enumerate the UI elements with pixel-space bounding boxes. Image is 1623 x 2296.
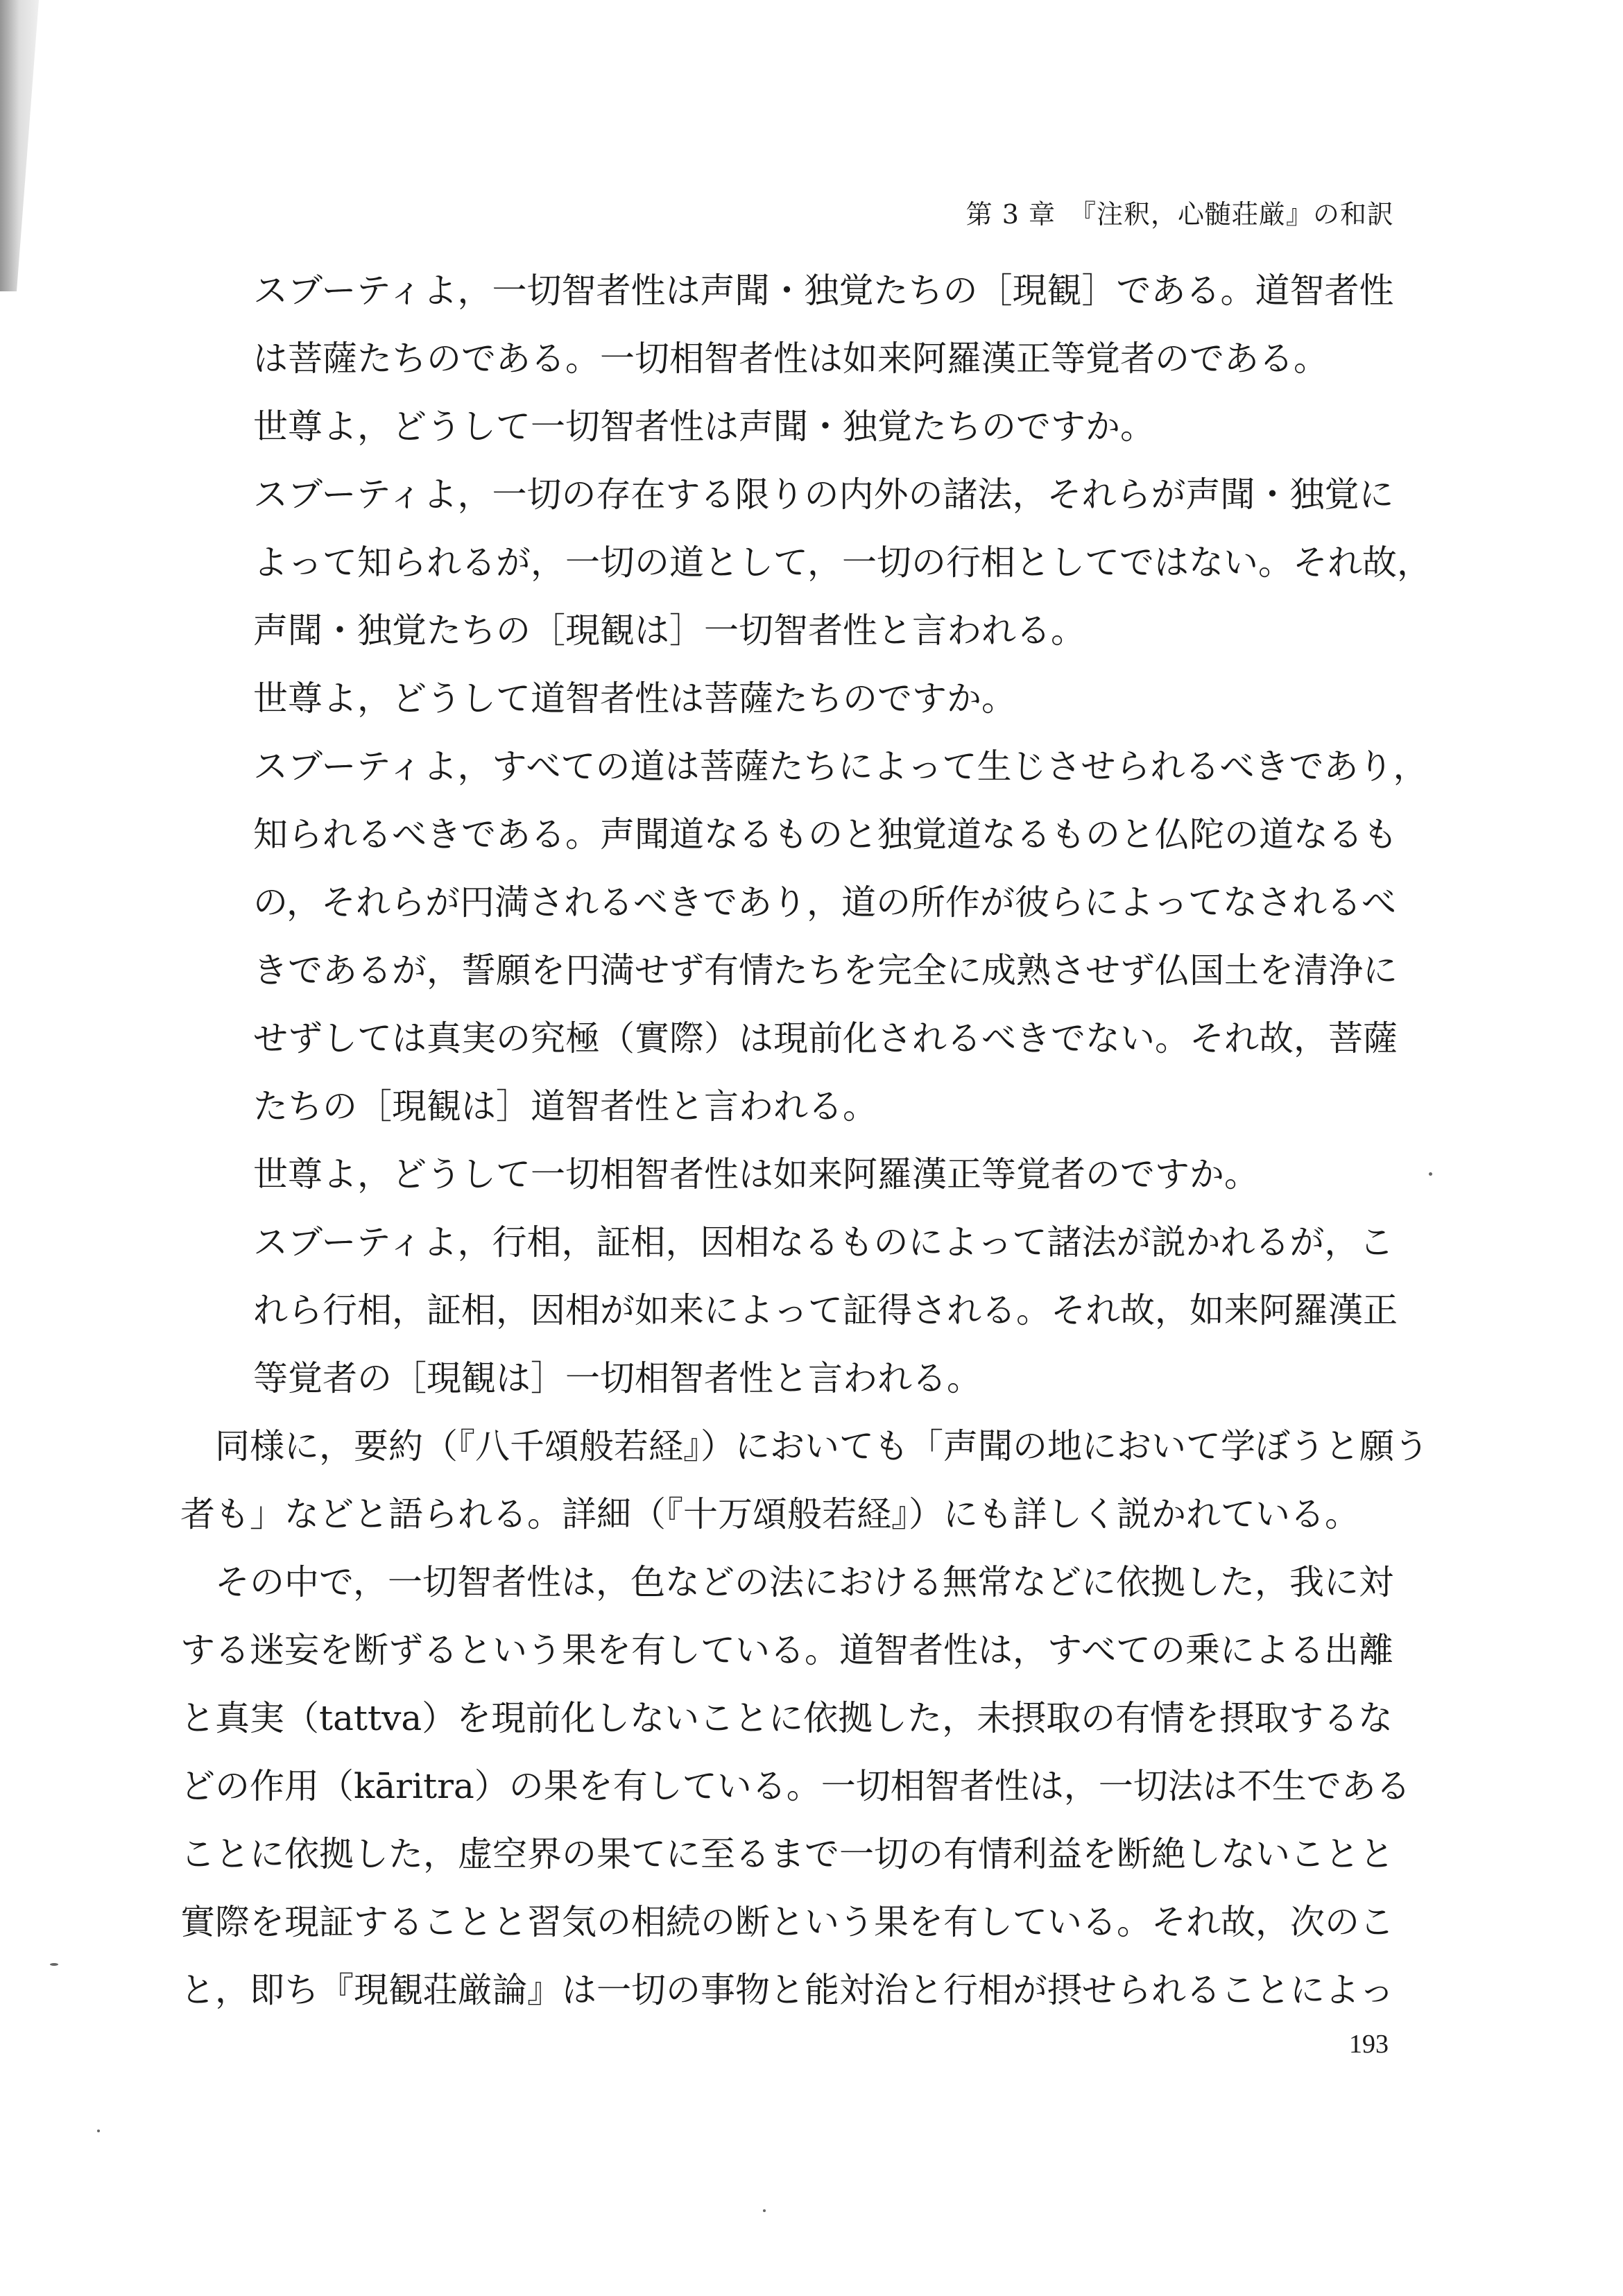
scan-edge-shadow bbox=[0, 0, 55, 291]
text-line: 等覚者の［現観は］一切相智者性と言われる。 bbox=[253, 1358, 981, 1398]
text-line: せずしては真実の究極（實際）は現前化されるべきでない。それ故，菩薩 bbox=[253, 1018, 1398, 1059]
body-text bbox=[180, 257, 1432, 2024]
text-line: 知られるべきである。声聞道なるものと独覚道なるものと仏陀の道なるも bbox=[253, 814, 1398, 855]
text-line: は菩薩たちのである。一切相智者性は如来阿羅漢正等覚者のである。 bbox=[253, 339, 1328, 379]
text-line: れら行相，証相，因相が如来によって証得される。それ故，如来阿羅漢正 bbox=[253, 1290, 1398, 1330]
text-line: と，即ち『現観荘厳論』は一切の事物と能対治と行相が摂せられることによっ bbox=[180, 1970, 1394, 2010]
scan-speck bbox=[763, 2209, 766, 2212]
text-line: よって知られるが，一切の道として，一切の行相としてではない。それ故， bbox=[253, 542, 1432, 583]
scan-speck bbox=[1429, 1172, 1432, 1176]
text-line: ことに依拠した，虚空界の果てに至るまで一切の有情利益を断絶しないことと bbox=[180, 1834, 1394, 1874]
text-line: どの作用（kāritra）の果を有している。一切相智者性は，一切法は不生である bbox=[180, 1766, 1411, 1806]
text-line: 世尊よ，どうして道智者性は菩薩たちのですか。 bbox=[253, 678, 1016, 719]
text-line: スブーティよ，一切の存在する限りの内外の諸法，それらが声聞・独覚に bbox=[253, 474, 1394, 515]
text-line: 者も」などと語られる。詳細（『十万頌般若経』）にも詳しく説かれている。 bbox=[180, 1494, 1359, 1534]
scan-speck bbox=[97, 2130, 100, 2132]
text-line: スブーティよ，行相，証相，因相なるものによって諸法が説かれるが，こ bbox=[253, 1222, 1394, 1262]
text-line: 声聞・独覚たちの［現観は］一切智者性と言われる。 bbox=[253, 610, 1085, 651]
text-line: たちの［現観は］道智者性と言われる。 bbox=[253, 1086, 877, 1126]
text-line: その中で，一切智者性は，色などの法における無常などに依拠した，我に対 bbox=[215, 1562, 1393, 1602]
page-number: 193 bbox=[1349, 2030, 1389, 2059]
running-head: 第 3 章 『注釈，心髄荘厳』の和訳 bbox=[965, 199, 1394, 230]
text-line: スブーティよ，一切智者性は声聞・独覚たちの［現観］である。道智者性 bbox=[253, 271, 1394, 311]
scan-speck bbox=[50, 1963, 58, 1966]
text-line: 世尊よ，どうして一切智者性は声聞・独覚たちのですか。 bbox=[253, 406, 1155, 447]
text-line: の，それらが円満されるべきであり，道の所作が彼らによってなされるべ bbox=[253, 882, 1396, 923]
text-line: 同様に，要約（『八千頌般若経』）においても「声聞の地において学ぼうと願う bbox=[215, 1426, 1429, 1466]
text-line: 實際を現証することと習気の相続の断という果を有している。それ故，次のこ bbox=[180, 1902, 1394, 1942]
text-line: きであるが，誓願を円満せず有情たちを完全に成熟させず仏国土を清浄に bbox=[253, 950, 1398, 991]
commentary-block bbox=[180, 1412, 1429, 2024]
text-line: と真実（tattva）を現前化しないことに依拠した，未摂取の有情を摂取するな bbox=[180, 1698, 1393, 1738]
dialogue-block bbox=[180, 257, 1432, 1412]
text-line: 世尊よ，どうして一切相智者性は如来阿羅漢正等覚者のですか。 bbox=[253, 1154, 1259, 1194]
text-line: スブーティよ，すべての道は菩薩たちによって生じさせられるべきであり， bbox=[253, 746, 1428, 787]
text-line: する迷妄を断ずるという果を有している。道智者性は，すべての乗による出離 bbox=[180, 1630, 1393, 1670]
